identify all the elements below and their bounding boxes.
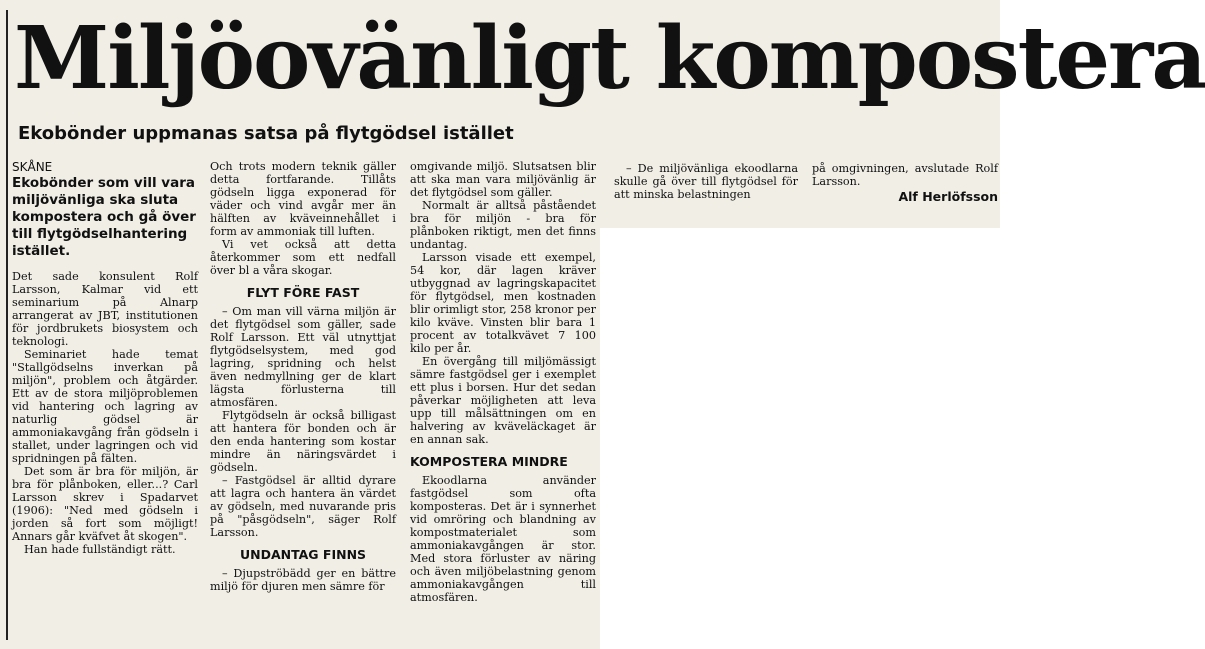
blank-area xyxy=(600,228,1000,649)
body-paragraph: En övergång till miljömässigt sämre fastgödsel ger i exemplet ett plus i borsen. Hur det sedan påverkar möjligheten att leva upp till målsättningen om en halvering av kväveläckaget är en annan sak. xyxy=(410,355,596,446)
body-paragraph: – Fastgödsel är alltid dyrare att lagra och hantera än värdet av gödseln, med nuvarande pris på "påsgödseln", säger Rolf Larsson. xyxy=(210,474,396,539)
body-paragraph: Det som är bra för miljön, är bra för plånboken, eller...? Carl Larsson skrev i Spadarvet (1906): "Ned med gödseln i jorden så fort som möjligt! Annars går kväfvet åt skogen". xyxy=(12,465,198,543)
column-3 xyxy=(410,160,596,645)
body-paragraph: Ekoodlarna använder fastgödsel som ofta komposteras. Det är i synnerhet vid omröring och blandning av kompostmaterialet som ammoniakavgången är stor. Med stora förluster av näring och även miljöbelastning genom ammoniakavgången till atmosfären. xyxy=(410,474,596,604)
lead-paragraph: Ekobönder som vill vara miljövänliga ska sluta kompostera och gå över till flytgödselhantering istället. xyxy=(12,175,196,259)
column-1 xyxy=(12,160,198,645)
body-paragraph: Det sade konsulent Rolf Larsson, Kalmar vid ett seminarium på Alnarp arrangerat av JBT, institutionen för jordbrukets biosystem och teknologi. xyxy=(12,270,198,348)
column-rule xyxy=(6,10,8,640)
body-paragraph: – De miljövänliga ekoodlarna skulle gå över till flytgödsel för att minska belastningen xyxy=(614,162,798,201)
dateline: SKÅNE xyxy=(12,160,53,174)
byline: Alf Herlöfsson xyxy=(898,189,998,204)
body-paragraph: Larsson visade ett exempel, 54 kor, där lagen kräver utbyggnad av lagringskapacitet för flytgödsel, men kostnaden blir orimligt stor, 258 kronor per kilo kväve. Vinsten blir bara 1 procent av totalkvävet 7 100 kilo per år. xyxy=(410,251,596,355)
subheadline: Ekobönder uppmanas satsa på flytgödsel istället xyxy=(18,123,514,144)
body-paragraph: – Om man vill värna miljön är det flytgödsel som gäller, sade Rolf Larsson. Ett väl utnyttjat flytgödselsystem, med god lagring, spridning och helst även nedmyllning ger de klart lägsta förlusterna till atmosfären. xyxy=(210,305,396,409)
body-paragraph: Och trots modern teknik gäller detta fortfarande. Tillåts gödseln ligga exponerad för väder och vind avgår mer än hälften av kväveinnehållet i form av ammoniak till luften. xyxy=(210,160,396,238)
section-heading-undantag: UNDANTAG FINNS xyxy=(239,547,367,562)
body-paragraph: Seminariet hade temat "Stallgödselns inverkan på miljön", problem och åtgärder. Ett av de stora miljöproblemen vid hantering och lagring av naturlig gödsel är ammoniakavgång från gödseln i stallet, under lagringen och vid spridningen på fälten. xyxy=(12,348,198,465)
body-paragraph: Vi vet också att detta återkommer som ett nedfall över bl a våra skogar. xyxy=(210,238,396,277)
section-heading-flyt: FLYT FÖRE FAST xyxy=(246,285,360,300)
body-paragraph: Normalt är alltså påståendet bra för miljön - bra för plånboken riktigt, men det finns undantag. xyxy=(410,199,596,251)
section-heading-kompostera: KOMPOSTERA MINDRE xyxy=(410,454,568,469)
body-paragraph: Flytgödseln är också billigast att hantera för bonden och är den enda hantering som kostar mindre än näringsvärdet i gödseln. xyxy=(210,409,396,474)
body-paragraph: Han hade fullständigt rätt. xyxy=(24,543,176,556)
body-paragraph: på omgivningen, avslutade Rolf Larsson. xyxy=(812,162,998,188)
column-5 xyxy=(812,162,998,222)
column-4 xyxy=(614,162,798,222)
headline: Miljöovänligt kompostera xyxy=(14,8,1205,109)
body-paragraph: – Djupströbädd ger en bättre miljö för djuren men sämre för xyxy=(210,567,396,593)
body-paragraph: omgivande miljö. Slutsatsen blir att ska man vara miljövänlig är det flytgödsel som gäller. xyxy=(410,160,596,199)
column-2 xyxy=(210,160,396,645)
